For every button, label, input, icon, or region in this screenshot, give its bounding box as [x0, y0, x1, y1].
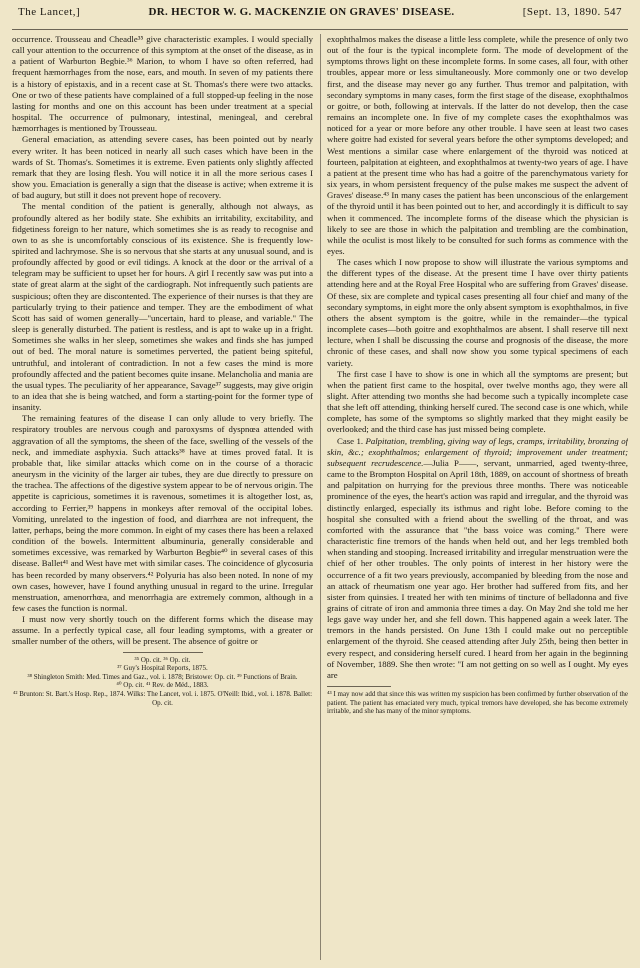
paragraph: I must now very shortly touch on the different forms which the disease may assume. In a perfectly typical case, all four leading symptoms, with a greater or smaller number of the others, will be present. The absence of goitre or [12, 614, 313, 647]
footnote-rule [123, 652, 203, 653]
footnote: ⁴³ I may now add that since this was written my suspicion has been confirmed by further observation of the patient. The patient has emaciated very much, typical tremors have developed, she has become extremely irritable, and she has many of the minor symptoms. [327, 690, 628, 716]
footnote: ⁴⁰ Op. cit. ⁴¹ Rev. de Méd., 1883. [116, 681, 209, 690]
text-columns [12, 34, 628, 964]
right-column [327, 34, 628, 964]
paragraph: The mental condition of the patient is generally, although not always, as profoundly altered as her bodily state. She exhibits an irritability, excitability, and fidgetiness foreign to her nature, which sometimes she is as ready to recognise and own to as she is uncomfortably conscious of its existence. She is frequently low-spirited and lachrymose. She is so nervous that she starts at any unusual sound, and is profoundly affected by good or evil tidings. A knock at the door or the arrival of a telegram may be sufficient to upset her for hours. A girl I recently saw was put into a state of great alarm at the sight of the cardiograph. Not infrequently such patients are suspicious; often they are discontented. The experience of their nurses is that they are particularly trying to their patience and temper. They are the embodiment of what Scott has said of women generally—"uncertain, hard to please, and variable." The sleep is generally disturbed. The patient is restless, and is apt to wake up in a fright. Sometimes she walks in her sleep, sometimes she wakes and finds she has jumped out of bed. The moral nature is sometimes perverted, the patient being spiteful, untruthful, and intolerant of contradiction. In not a few cases the mind is more profoundly affected and the patient becomes quite insane. Melancholia and mania are the usual types. The peculiarity of her appearance, Savage³⁷ suggests, may give origin to an idea that she is being watched, and form a starting-point for the former type of insanity. [12, 201, 313, 413]
date-and-page-number: [Sept. 13, 1890. 547 [522, 6, 622, 18]
footnote: ⁴² Brunton: St. Bart.'s Hosp. Rep., 1874. Wilks: The Lancet, vol. i. 1875. O'Neill: Ibid., vol. i. 1878. Ballet: Op. cit. [12, 689, 313, 707]
left-column [12, 34, 313, 964]
paragraph: General emaciation, as attending severe cases, has been pointed out by nearly every writer. It has been noticed in nearly all such cases which have been in the wards of St. Thomas's. Sometimes it is extreme. Even patients only slightly affected remark that they are losing flesh. You will notice it in all the more serious cases I show you. Emaciation is generally a sign that the disease is active; when extreme it is of bad augury, but still it does not prevent hope of recovery. [12, 134, 313, 201]
running-header [12, 6, 628, 30]
paragraph: The first case I have to show is one in which all the symptoms are present; but when the patient first came to the hospital, over twelve months ago, they were all slight. After attending two months she had become such a typically incomplete case that she left off attending, thinking herself cured. The second case is one which, while complete, has some of the symptoms so slightly marked that they might easily be overlooked; and the third case has just missed being complete. [327, 368, 628, 435]
case-report [327, 436, 628, 681]
footnotes [327, 686, 628, 716]
paragraph: The remaining features of the disease I can only allude to very briefly. The respiratory troubles are nervous cough and paroxysms of dyspnœa attended with aggravation of all the symptoms, the sheen of the face, swelling of the vessels of the neck, and immediate asphyxia. Such attacks³⁸ have at times proved fatal. It is probable that, like similar attacks which come on in the course of a thoracic aneurysm in the vicinity of the larger air tubes, they are due directly to pressure on the trachea. The affections of the digestive system appear to be of nervous origin. The appetite is capricious, sometimes it is ravenous, sometimes it is altogether lost, as, according to Ferrier,³⁹ happens in monkeys after removal of the occipital lobes. Vomiting, unrelated to the ingestion of food, and diarrhœa are not infrequent, the latter, perhaps, being the more common. In eight of my cases there has been a relaxed condition of the bowels. Intermittent albuminuria, generally considerable and sometimes excessive, was remarked by Warburton Begbie⁴⁰ in several cases of this disease. Ballet⁴¹ and West have met with similar cases. The coincidence of glycosuria has been recorded by many observers.⁴² Polyuria has also been noted. In none of my own cases, however, have I found anything unusual in regard to the urine. Irregular menstruation, amenorrhœa, and menorrhagia are extremely common, although in a few cases the function is normal. [12, 413, 313, 613]
footnotes [12, 652, 313, 708]
footnote: ³⁷ Guy's Hospital Reports, 1875. [117, 664, 208, 673]
case-body: —Julia P——, servant, unmarried, aged twenty-three, came to the Brompton Hospital on April 18th, 1889, on account of shortness of breath and palpitation on hurrying for the previous three months. There was noticeable prominence of the eyes, the heart's action was rapid and irregular, and the thyroid was distinctly enlarged, especially its isthmus and right lobe. Before coming to the hospital she consulted with a friend about the swelling of the throat, and was comforted with the assurance that "the bass voice was coming." There were characteristic fine tremors of the hands when held out, and her legs trembled both when standing and stooping. Increased irritability and irregular menstruation were the chief of her other troubles. The only points of interest in her history were the occurrence of a fit two years previously, accompanied by bleeding from the nose and an attack of rheumatism one year ago. Her brother had suffered from fits, and her sister from quinsies. I treated her with ten minims of tincture of belladonna and five grains of citrate of iron and ammonia three times a day. On May 2nd she told me her legs gave way under her, and she fell down. This happened again a week later. The tremors in the hands persisted. On June 13th I could make out no perceptible enlargement of the thyroid. She ceased attending after July 25th, being then better in every respect, and considering herself cured. I heard from her again in the beginning of November, 1889. She then wrote: "I am not getting on so well as I ought. My eyes are [327, 457, 628, 680]
column-divider [320, 34, 321, 960]
case-label: Case 1. [337, 435, 364, 446]
paragraph: exophthalmos makes the disease a little less complete, while the presence of only two out of the four is the typical incomplete form. The mode of development of the symptoms throws light on these incomplete forms. In some cases, all four, with other troubles, appear more or less simultaneously. More commonly one or two develop first, and the disease may never go any further. Thus tremor and palpitation, with secondary symptoms in many cases, form the first stage of the disease, exophthalmos or goitre, or both, following at intervals. If the latter do not develop, then the case remains an incomplete one. In five of my complete cases the exophthalmos was noticed for a year or more before any other trouble. I have seen at least two cases where goitre had existed for several years before the other symptoms developed; and West mentions a similar case where enlargement of the thyroid was noticed at fourteen, palpitation at eighteen, and exophthalmos at twenty-two years of age. I have a patient at the present time who has had a goitre of the parenchymatous variety for six years, in whom persistent frequency of the pulse makes me suspect the advent of Graves' disease.⁴³ In many cases the patient has been unconscious of the enlargement of the thyroid until it has been pointed out to her, and accordingly it is difficult to say when it commenced. The incomplete forms of the disease which the physician is likely to see are those in which the palpitation and trembling are the combination, while the oculist is most likely to be consulted for such forms as commence with the eyes. [327, 34, 628, 256]
journal-name: The Lancet,] [18, 6, 81, 18]
footnote: ³⁵ Op. cit. ³⁶ Op. cit. [134, 655, 191, 664]
paragraph: The cases which I now propose to show will illustrate the various symptoms and the different types of the disease. At the present time I have over thirty patients attending here and at the Royal Free Hospital who are suffering from Graves' disease. Of these, six are complete and typical cases presenting all four chief and many of the secondary symptoms, in eight more the only absent symptom is exophthalmos, in five others the absent symptom is the goitre, while in the remainder—the typical incomplete cases—both goitre and exophthalmos are absent. I shall reserve till next lecture, when I shall be discussing the course and prognosis of the disease, the more chronic of these cases, and shall now show you some typical specimens of each variety. [327, 257, 628, 368]
footnote: ³⁸ Shingleton Smith: Med. Times and Gaz., vol. i. 1878; Bristowe: Op. cit. ³⁹ Functions of Brain. [27, 672, 298, 681]
case-title: Palpitation, trembling, giving way of legs, cramps, irritability, bronzing of skin, &c.; exophthalmos; enlargement of thyroid; improvement under treatment; subsequent recrudescence. [327, 435, 628, 468]
paragraph: occurrence. Trousseau and Cheadle³⁵ give characteristic examples. I would specially call your attention to the occurrence of this symptom at the onset of the disease, as in a patient of Warburton Begbie.³⁶ Marion, to whom I have so often referred, had frequent hæmorrhages from the nose, ears, and mouth. In seven of my patients there is a history of epistaxis, and in a recent case at St. Thomas's there were two attacks. One or two of these patients have complained of a full stopped-up feeling in the nose lasting for months and one on this account has been under treatment at a special hospital. The occurrence of pulmonary, intestinal, meningeal, and cerebral hæmorrhages is mentioned by Trousseau. [12, 34, 313, 134]
article-title: DR. HECTOR W. G. MACKENZIE ON GRAVES' DISEASE. [148, 6, 455, 18]
footnote-rule [327, 686, 391, 687]
